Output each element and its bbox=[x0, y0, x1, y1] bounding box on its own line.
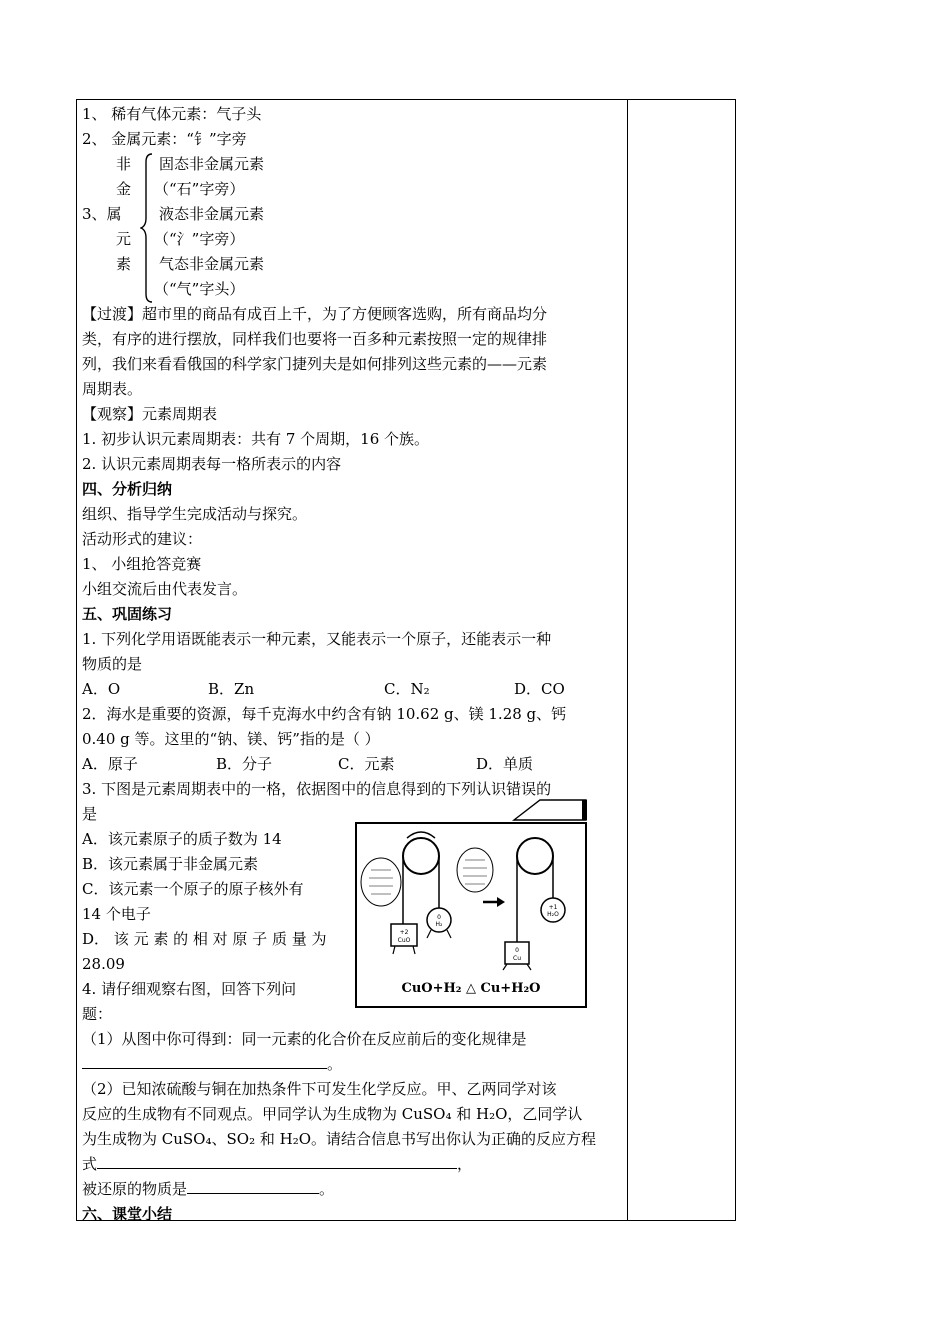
q2-option-c: C．元素 bbox=[338, 755, 395, 773]
q2-line-2: 0.40 g 等。这里的“钠、镁、钙”指的是（ ） bbox=[82, 730, 380, 748]
reaction-figure bbox=[355, 822, 587, 1008]
reduced-substance-blank[interactable] bbox=[187, 1179, 319, 1194]
q3-option-a: A．该元素原子的质子数为 14 bbox=[82, 830, 282, 848]
nonmetal-char-3: 3、属 bbox=[82, 205, 122, 223]
q3-option-c-2: 14 个电子 bbox=[82, 905, 151, 923]
section-5-heading: 五、巩固练习 bbox=[82, 605, 173, 623]
svg-text:CuO: CuO bbox=[397, 937, 411, 944]
q4-part-2-line-1: （2）已知浓硫酸与铜在加热条件下可发生化学反应。甲、乙两同学对该 bbox=[82, 1080, 557, 1098]
section-6-heading: 六、课堂小结 bbox=[82, 1205, 173, 1223]
observe-item-1: 1. 初步认识元素周期表：共有 7 个周期，16 个族。 bbox=[82, 430, 430, 448]
svg-text:+2: +2 bbox=[399, 929, 409, 936]
q2-option-b: B．分子 bbox=[216, 755, 273, 773]
q4-part-1: （1）从图中你可得到：同一元素的化合价在反应前后的变化规律是 bbox=[82, 1030, 527, 1048]
q1-option-c: C．N₂ bbox=[384, 680, 430, 698]
solid-nonmetal-radical: （“石”字旁） bbox=[154, 180, 245, 198]
liquid-nonmetal: 液态非金属元素 bbox=[159, 205, 265, 223]
svg-text:H₂: H₂ bbox=[435, 921, 443, 928]
q3-line-2: 是 bbox=[82, 805, 98, 823]
q1-option-b: B．Zn bbox=[208, 680, 255, 698]
q4-part-1-end: 。 bbox=[327, 1055, 343, 1073]
q4-equation-label: 式 bbox=[82, 1155, 98, 1173]
line-metal: 2、 金属元素：“钅”字旁 bbox=[82, 130, 247, 148]
nonmetal-char-1: 非 bbox=[116, 155, 132, 173]
q4-part-2-line-5 bbox=[82, 1179, 334, 1199]
q3-option-b: B．该元素属于非金属元素 bbox=[82, 855, 259, 873]
q3-line-1: 3. 下图是元素周期表中的一格，依据图中的信息得到的下列认识错误的 bbox=[82, 780, 552, 798]
nonmetal-char-2: 金 bbox=[116, 180, 132, 198]
svg-text:Cu: Cu bbox=[513, 955, 521, 962]
q1-line-1: 1. 下列化学用语既能表示一种元素，又能表示一个原子，还能表示一种 bbox=[82, 630, 552, 648]
q4-line-1: 4. 请仔细观察右图，回答下列问 bbox=[82, 980, 297, 998]
q1-option-a: A．O bbox=[82, 680, 121, 698]
column-divider bbox=[627, 99, 628, 1221]
q4-part-2-line-4 bbox=[82, 1154, 472, 1174]
pulley-illustration-icon bbox=[357, 824, 585, 1006]
svg-text:+1: +1 bbox=[548, 904, 558, 911]
transition-para-3: 列，我们来看看俄国的科学家门捷列夫是如何排列这些元素的——元素 bbox=[82, 355, 548, 373]
transition-para-1: 【过渡】超市里的商品有成百上千，为了方便顾客选购，所有商品均分 bbox=[82, 305, 548, 323]
q2-option-d: D．单质 bbox=[476, 755, 534, 773]
curly-brace-icon bbox=[140, 152, 154, 304]
gas-nonmetal-radical: （“气”字头） bbox=[154, 280, 245, 298]
q2-line-1: 2．海水是重要的资源，每千克海水中约含有钠 10.62 g、镁 1.28 g、钙 bbox=[82, 705, 567, 723]
reaction-equation: CuO+H₂ △ Cu+H₂O bbox=[401, 981, 541, 996]
liquid-nonmetal-radical: （“氵”字旁） bbox=[154, 230, 245, 248]
svg-text:0: 0 bbox=[515, 947, 519, 954]
answer-blank[interactable] bbox=[82, 1054, 327, 1069]
transition-para-4: 周期表。 bbox=[82, 380, 143, 398]
nonmetal-char-5: 素 bbox=[116, 255, 132, 273]
q3-option-d-1: D． 该 元 素 的 相 对 原 子 质 量 为 bbox=[82, 930, 327, 948]
q2-option-a: A．原子 bbox=[82, 755, 138, 773]
q3-option-c-1: C．该元素一个原子的原子核外有 bbox=[82, 880, 304, 898]
q4-part-1-answer bbox=[82, 1054, 342, 1074]
reduced-substance-end: 。 bbox=[319, 1180, 335, 1198]
q4-line-2: 题： bbox=[82, 1005, 113, 1023]
equation-blank[interactable] bbox=[97, 1154, 457, 1169]
solid-nonmetal: 固态非金属元素 bbox=[159, 155, 265, 173]
q4-equation-end: ， bbox=[457, 1155, 473, 1173]
q3-option-d-2: 28.09 bbox=[82, 955, 125, 973]
activity-line-4: 小组交流后由代表发言。 bbox=[82, 580, 248, 598]
q4-part-2-line-2: 反应的生成物有不同观点。甲同学认为生成物为 CuSO₄ 和 H₂O，乙同学认 bbox=[82, 1105, 583, 1123]
svg-text:H₂O: H₂O bbox=[547, 911, 559, 918]
gas-nonmetal: 气态非金属元素 bbox=[159, 255, 265, 273]
periodic-cell-corner-icon bbox=[510, 798, 590, 822]
q1-line-2: 物质的是 bbox=[82, 655, 143, 673]
svg-text:0: 0 bbox=[437, 914, 441, 921]
activity-line-3: 1、 小组抢答竞赛 bbox=[82, 555, 202, 573]
nonmetal-char-4: 元 bbox=[116, 230, 132, 248]
transition-para-2: 类，有序的进行摆放，同样我们也要将一百多种元素按照一定的规律排 bbox=[82, 330, 548, 348]
observe-item-2: 2. 认识元素周期表每一格所表示的内容 bbox=[82, 455, 342, 473]
observe-heading: 【观察】元素周期表 bbox=[82, 405, 218, 423]
reduced-substance-label: 被还原的物质是 bbox=[82, 1180, 188, 1198]
q1-option-d: D．CO bbox=[514, 680, 565, 698]
activity-line-2: 活动形式的建议： bbox=[82, 530, 203, 548]
section-4-heading: 四、分析归纳 bbox=[82, 480, 173, 498]
q4-part-2-line-3: 为生成物为 CuSO₄、SO₂ 和 H₂O。请结合信息书写出你认为正确的反应方程 bbox=[82, 1130, 597, 1148]
activity-line-1: 组织、指导学生完成活动与探究。 bbox=[82, 505, 308, 523]
line-rare-gas: 1、 稀有气体元素：气子头 bbox=[82, 105, 262, 123]
